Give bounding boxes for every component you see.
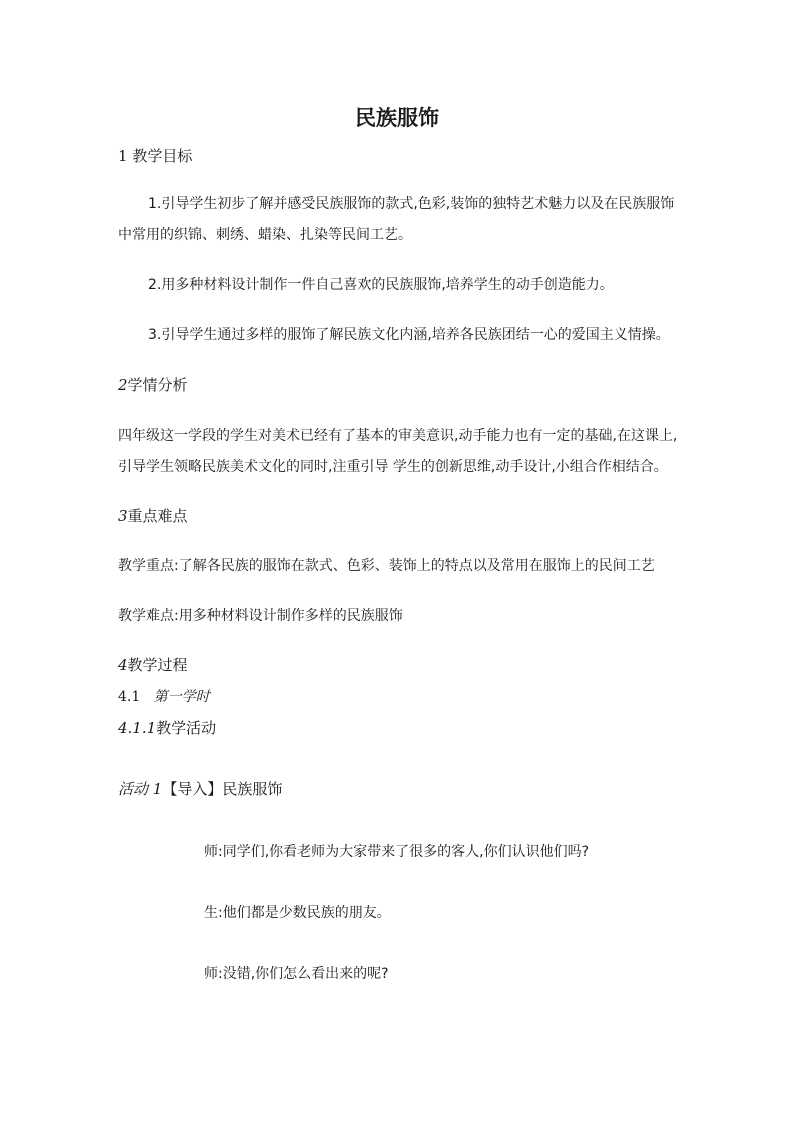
- goal-1-line-2: 中常用的织锦、刺绣、蜡染、扎染等民间工艺。: [118, 227, 412, 243]
- activity-bracket: 【导入】: [162, 780, 223, 798]
- subsection-4-1: [118, 688, 210, 706]
- section-2-number: 2: [118, 376, 128, 394]
- section-1-number: 1: [118, 147, 128, 165]
- subsection-4-1-1-label: 教学活动: [156, 719, 217, 737]
- section-3-number: 3: [118, 507, 128, 525]
- section-3-title: 重点难点: [127, 507, 188, 525]
- section-2-title: 学情分析: [127, 376, 188, 394]
- difficult-point: 教学难点:用多种材料设计制作多样的民族服饰: [118, 608, 403, 624]
- goal-1-line-1: 1.引导学生初步了解并感受民族服饰的款式,色彩,装饰的独特艺术魅力以及在民族服饰: [148, 196, 675, 212]
- subsection-4-1-1: [118, 719, 216, 737]
- document-title: 民族服饰: [355, 105, 439, 130]
- subsection-4-1-1-number: 4.1.1: [118, 719, 157, 737]
- analysis-line-2: 引导学生领略民族美术文化的同时,注重引导 学生的创新思维,动手设计,小组合作相结合。: [118, 459, 668, 475]
- analysis-line-1: 四年级这一学段的学生对美术已经有了基本的审美意识,动手能力也有一定的基础,在这课上,: [118, 428, 678, 444]
- section-4-heading: [118, 656, 188, 674]
- dialog-line-3: 师:没错,你们怎么看出来的呢?: [204, 966, 389, 982]
- section-4-number: 4: [118, 656, 128, 674]
- section-2-heading: [118, 376, 188, 394]
- dialog-line-1: 师:同学们,你看老师为大家带来了很多的客人,你们认识他们吗?: [204, 844, 590, 860]
- goal-2: 2.用多种材料设计制作一件自己喜欢的民族服饰,培养学生的动手创造能力。: [148, 277, 614, 293]
- section-3-heading: [118, 507, 188, 525]
- activity-label: 活动 1: [118, 780, 163, 798]
- activity-heading: [118, 780, 282, 798]
- subsection-4-1-number: 4.1: [118, 689, 141, 705]
- section-1-heading: [118, 147, 192, 165]
- subsection-4-1-label: 第一学时: [153, 689, 210, 705]
- key-point: 教学重点:了解各民族的服饰在款式、色彩、装饰上的特点以及常用在服饰上的民间工艺: [118, 558, 655, 574]
- activity-name: 民族服饰: [222, 780, 283, 798]
- dialog-line-2: 生:他们都是少数民族的朋友。: [204, 905, 391, 921]
- section-1-title: 教学目标: [132, 147, 193, 165]
- section-4-title: 教学过程: [127, 656, 188, 674]
- goal-3: 3.引导学生通过多样的服饰了解民族文化内涵,培养各民族团结一心的爱国主义情操。: [148, 327, 670, 343]
